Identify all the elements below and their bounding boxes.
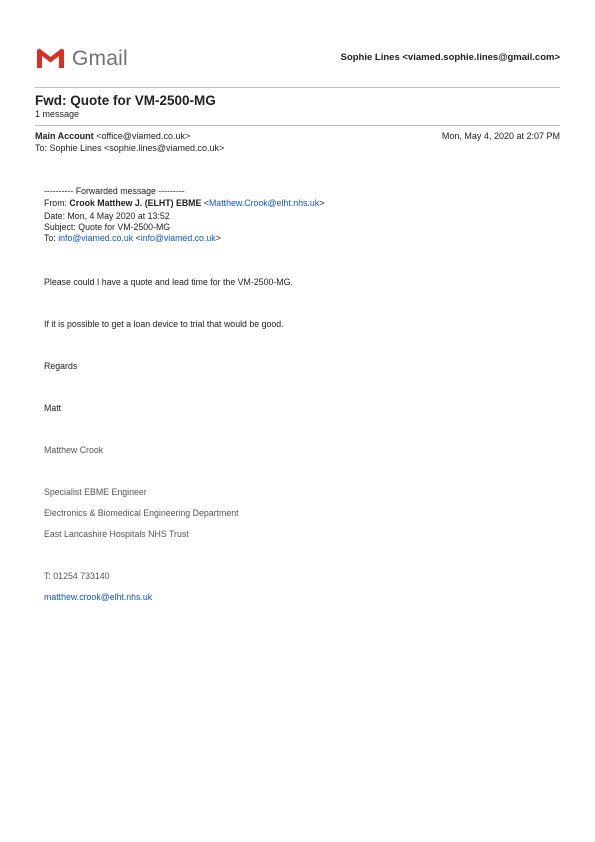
message-from <box>35 131 190 141</box>
gmail-logo <box>35 44 131 72</box>
body-paragraph-quote: Please could I have a quote and lead time for the VM-2500-MG. <box>44 277 293 287</box>
signature-email-link[interactable]: matthew.crook@elht.nhs.uk <box>44 592 153 602</box>
forwarded-to-label: To: <box>44 233 59 243</box>
forwarded-to-close: > <box>215 233 221 243</box>
account-label: Sophie Lines <viamed.sophie.lines@gmail.com> <box>340 52 560 63</box>
message-date: Mon, May 4, 2020 at 2:07 PM <box>441 131 560 141</box>
forwarded-from-close: > <box>319 198 325 208</box>
sender-name: Main Account <box>35 131 94 141</box>
signature-phone: T: 01254 733140 <box>44 571 110 581</box>
body-paragraph-loan: If it is possible to get a loan device to trial that would be good. <box>44 319 284 329</box>
forwarded-from-label: From: <box>44 198 70 208</box>
forwarded-separator: ---------- Forwarded message --------- <box>44 186 185 196</box>
gmail-wordmark: Gmail <box>72 46 128 70</box>
signature-organisation: East Lancashire Hospitals NHS Trust <box>44 529 189 539</box>
forwarded-from <box>44 198 324 208</box>
forwarded-to-email-link[interactable]: info@viamed.co.uk <box>140 233 216 243</box>
body-regards: Regards <box>44 361 78 371</box>
thread-subject: Fwd: Quote for VM-2500-MG <box>35 93 216 108</box>
forwarded-to-link[interactable]: info@viamed.co.uk <box>58 233 134 243</box>
signature-email <box>44 592 152 602</box>
forwarded-subject: Subject: Quote for VM-2500-MG <box>44 222 171 232</box>
forwarded-to <box>44 233 221 243</box>
sender-email: <office@viamed.co.uk> <box>96 131 191 141</box>
header-divider <box>35 87 560 88</box>
gmail-envelope-icon <box>35 47 66 70</box>
forwarded-to-open: < <box>133 233 141 243</box>
signature-role: Specialist EBME Engineer <box>44 487 147 497</box>
signature-department: Electronics & Biomedical Engineering Department <box>44 508 239 518</box>
subject-divider <box>35 125 560 126</box>
forwarded-date: Date: Mon, 4 May 2020 at 13:52 <box>44 211 170 221</box>
forwarded-from-email-link[interactable]: Matthew.Crook@elht.nhs.uk <box>208 198 320 208</box>
message-to: To: Sophie Lines <sophie.lines@viamed.co.uk> <box>35 143 225 153</box>
signature-name: Matthew Crook <box>44 445 104 455</box>
forwarded-from-name: Crook Matthew J. (ELHT) EBME <box>69 198 202 208</box>
forwarded-from-open: < <box>201 198 209 208</box>
message-count: 1 message <box>35 109 80 119</box>
body-signoff: Matt <box>44 403 62 413</box>
